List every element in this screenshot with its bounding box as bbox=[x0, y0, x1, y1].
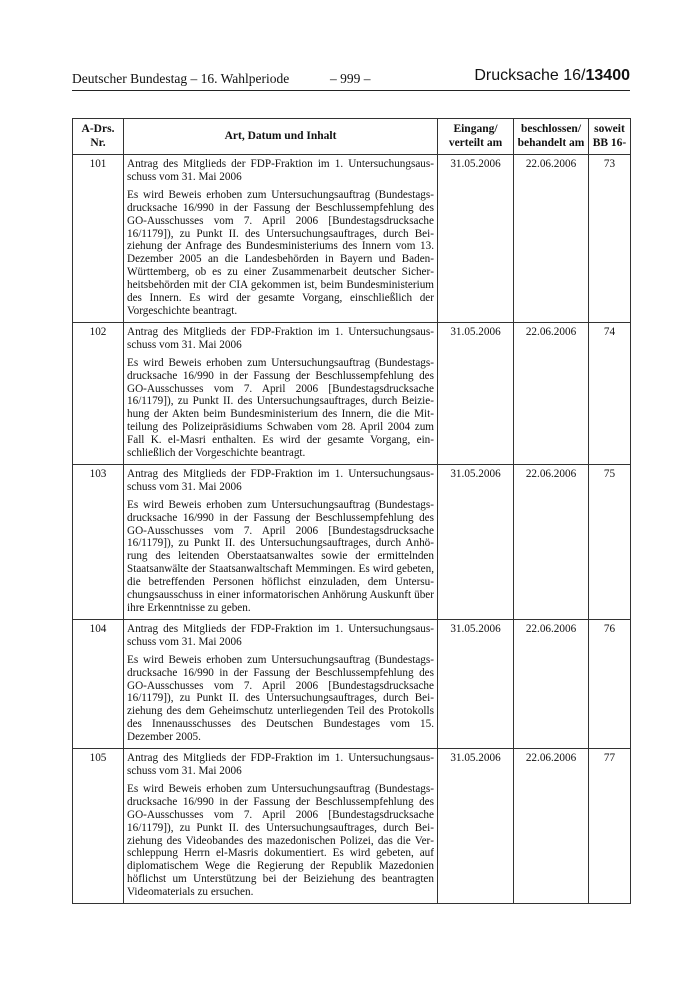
row-bb-number: 76 bbox=[589, 619, 631, 748]
table-row bbox=[73, 619, 631, 748]
col-header-nr: A-Drs. Nr. bbox=[73, 119, 124, 155]
row-number: 101 bbox=[73, 155, 124, 323]
table-row bbox=[73, 749, 631, 904]
row-decided-date: 22.06.2006 bbox=[514, 155, 589, 323]
row-bb-number: 74 bbox=[589, 322, 631, 464]
row-body: Es wird Beweis erhoben zum Untersuchungsauftrag (Bundestagsdrucksache 16/990 in der Fassung der Beschlussempfehlung des GO-Ausschusses vom 7. April 2006 [Bundestagsdrucksache 16/1179]), zu Punkt II. des Untersuchungsauftrages, durch Anhörung des leitenden Oberstaatsanwaltes sowie der ermittelnden Staatsanwälte der Staatsanwaltschaft Memmingen. Es wird gebeten, die betreffenden Personen höflichst einzuladen, dem Untersuchungsausschuss in einer informatorischen Anhörung Auskunft über ihre Erkenntnisse zu geben. bbox=[127, 498, 434, 614]
row-title: Antrag des Mitglieds der FDP-Fraktion im 1. Untersuchungsausschuss vom 31. Mai 2006 bbox=[127, 467, 434, 493]
header-document-number bbox=[474, 67, 630, 85]
row-bb-number: 73 bbox=[589, 155, 631, 323]
row-number: 105 bbox=[73, 749, 124, 904]
row-body: Es wird Beweis erhoben zum Untersuchungsauftrag (Bundestagsdrucksache 16/990 in der Fassung der Beschlussempfehlung des GO-Ausschusses vom 7. April 2006 [Bundestagsdrucksache 16/1179]), zu Punkt II. des Untersuchungsauftrages, durch Beiziehung des Videobandes des mazedonischen Polizei, das die Verschleppung Herrn el-Masris dokumentiert. Es wird gebeten, auf diplomatischem Wege die Regierung der Republik Mazedonien höflichst um Unterstützung bei der Beiziehung des beantragten Videomaterials zu ersuchen. bbox=[127, 782, 434, 899]
row-received-date: 31.05.2006 bbox=[438, 464, 514, 619]
table-row bbox=[73, 464, 631, 619]
row-decided-date: 22.06.2006 bbox=[514, 322, 589, 464]
row-content bbox=[124, 619, 438, 748]
table-row bbox=[73, 155, 631, 323]
row-bb-number: 75 bbox=[589, 464, 631, 619]
row-decided-date: 22.06.2006 bbox=[514, 619, 589, 748]
row-received-date: 31.05.2006 bbox=[438, 322, 514, 464]
row-received-date: 31.05.2006 bbox=[438, 155, 514, 323]
row-title: Antrag des Mitglieds der FDP-Fraktion im 1. Untersuchungsausschuss vom 31. Mai 2006 bbox=[127, 325, 434, 351]
row-title: Antrag des Mitglieds der FDP-Fraktion im 1. Untersuchungsausschuss vom 31. Mai 2006 bbox=[127, 622, 434, 648]
header-page-number: – 999 – bbox=[330, 71, 371, 86]
col-header-bb: soweit BB 16- bbox=[589, 119, 631, 155]
row-decided-date: 22.06.2006 bbox=[514, 464, 589, 619]
row-received-date: 31.05.2006 bbox=[438, 749, 514, 904]
motions-table bbox=[72, 118, 631, 904]
header-document-id: 13400 bbox=[585, 67, 630, 84]
table-row bbox=[73, 322, 631, 464]
row-number: 103 bbox=[73, 464, 124, 619]
row-body: Es wird Beweis erhoben zum Untersuchungsauftrag (Bundestagsdrucksache 16/990 in der Fassung der Beschlussempfehlung des GO-Ausschusses vom 7. April 2006 [Bundestagsdrucksache 16/1179]), zu Punkt II. des Untersuchungsauftrages, durch Beiziehung der Akten beim Bundesministerium des Innern, die die Mitteilung des Polizeipräsidiums Schwaben vom 28. April 2004 zum Fall K. el-Masri enthalten. Es wird der gesamte Vorgang, einschließlich der Vorgeschichte beantragt. bbox=[127, 356, 434, 460]
row-body: Es wird Beweis erhoben zum Untersuchungsauftrag (Bundestagsdrucksache 16/990 in der Fassung der Beschlussempfehlung des GO-Ausschusses vom 7. April 2006 [Bundestagsdrucksache 16/1179]), zu Punkt II. des Untersuchungsauftrages, durch Beiziehung der Anfrage des Bundesministeriums des Innern vom 13. Dezember 2005 an die Landesbehörden in Bayern und Baden-Württemberg, ob es zu einer Zusammenarbeit deutscher Sicherheitsbehörden mit der CIA gekommen ist, beim Bundesministerium des Innern. Es wird der gesamte Vorgang, einschließlich der Vorgeschichte beantragt. bbox=[127, 188, 434, 317]
row-decided-date: 22.06.2006 bbox=[514, 749, 589, 904]
row-number: 104 bbox=[73, 619, 124, 748]
row-title: Antrag des Mitglieds der FDP-Fraktion im 1. Untersuchungsausschuss vom 31. Mai 2006 bbox=[127, 752, 434, 777]
row-body: Es wird Beweis erhoben zum Untersuchungsauftrag (Bundestagsdrucksache 16/990 in der Fassung der Beschlussempfehlung des GO-Ausschusses vom 7. April 2006 [Bundestagsdrucksache 16/1179]), zu Punkt II. des Untersuchungsauftrages, durch Beiziehung des dem Geheimschutz unterliegenden Teil des Protokolls des Innenausschusses des Deutschen Bundestages vom 15. Dezember 2005. bbox=[127, 653, 434, 744]
row-bb-number: 77 bbox=[589, 749, 631, 904]
page-header bbox=[72, 67, 630, 91]
row-number: 102 bbox=[73, 322, 124, 464]
header-publication: Deutscher Bundestag – 16. Wahlperiode bbox=[72, 71, 290, 86]
col-header-content: Art, Datum und Inhalt bbox=[124, 119, 438, 155]
header-document-prefix: Drucksache 16/ bbox=[474, 67, 586, 84]
row-received-date: 31.05.2006 bbox=[438, 619, 514, 748]
row-title: Antrag des Mitglieds der FDP-Fraktion im 1. Untersuchungsausschuss vom 31. Mai 2006 bbox=[127, 158, 434, 183]
row-content bbox=[124, 464, 438, 619]
col-header-received: Eingang/ verteilt am bbox=[438, 119, 514, 155]
col-header-decided: beschlossen/ behandelt am bbox=[514, 119, 589, 155]
row-content bbox=[124, 322, 438, 464]
table-header-row bbox=[73, 119, 631, 155]
row-content bbox=[124, 155, 438, 323]
row-content bbox=[124, 749, 438, 904]
